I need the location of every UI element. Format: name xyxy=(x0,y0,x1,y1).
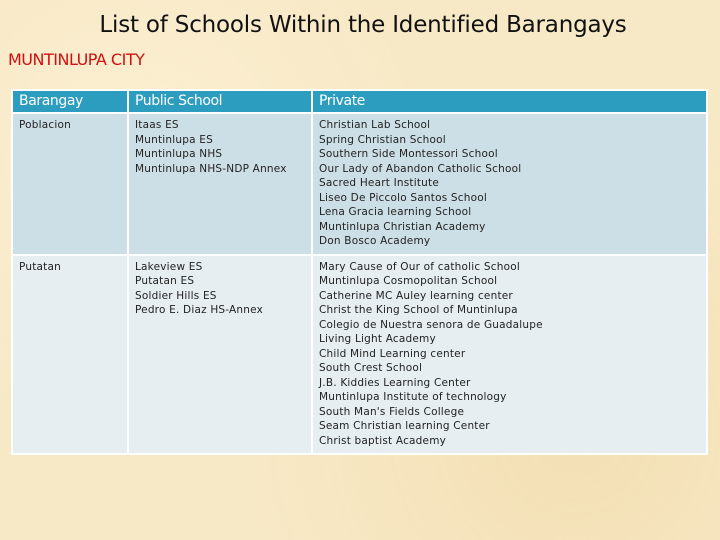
public-school-name: Muntinlupa NHS-NDP Annex xyxy=(135,162,287,175)
private-school-name: Seam Christian learning Center xyxy=(319,420,490,432)
public-schools-cell xyxy=(128,255,312,455)
public-school-name: Muntinlupa NHS xyxy=(135,148,223,160)
private-school-name: Living Light Academy xyxy=(319,333,436,345)
header-public-school: Public School xyxy=(128,90,312,113)
private-school-name: J.B. Kiddies Learning Center xyxy=(319,376,471,389)
private-school-name: Southern Side Montessori School xyxy=(319,148,498,160)
table-header-row xyxy=(12,90,707,113)
private-school-name: Christian Lab School xyxy=(319,119,431,131)
private-schools-cell xyxy=(312,255,707,455)
private-school-name: Christ the King School of Muntinlupa xyxy=(319,304,518,316)
private-school-name: Colegio de Nuestra senora de Guadalupe xyxy=(319,318,543,331)
table-row xyxy=(12,113,707,255)
private-school-name: Catherine MC Auley learning center xyxy=(319,289,513,302)
private-school-name: Mary Cause of Our of catholic School xyxy=(319,260,520,273)
public-schools-cell xyxy=(128,113,312,255)
public-school-name: Itaas ES xyxy=(135,119,179,131)
city-heading: MUNTINLUPA CITY xyxy=(8,50,145,69)
private-school-name: Liseo De Piccolo Santos School xyxy=(319,191,487,204)
public-school-name: Muntinlupa ES xyxy=(135,133,213,146)
private-school-name: South Man's Fields College xyxy=(319,405,465,418)
private-school-name: Don Bosco Academy xyxy=(319,235,431,247)
table-row xyxy=(12,255,707,455)
header-barangay: Barangay xyxy=(12,90,128,113)
private-school-name: Muntinlupa Cosmopolitan School xyxy=(319,275,498,287)
public-school-name: Soldier Hills ES xyxy=(135,289,217,302)
private-school-name: Our Lady of Abandon Catholic School xyxy=(319,162,522,175)
private-school-name: Spring Christian School xyxy=(319,133,446,146)
barangay-name: Putatan xyxy=(19,260,61,273)
private-school-name: South Crest School xyxy=(319,362,423,374)
public-school-name: Putatan ES xyxy=(135,275,195,287)
barangay-name: Poblacion xyxy=(19,119,71,131)
public-school-name: Lakeview ES xyxy=(135,260,203,273)
private-schools-cell xyxy=(312,113,707,255)
private-school-name: Child Mind Learning center xyxy=(319,347,466,360)
barangay-cell xyxy=(12,113,128,255)
private-school-name: Muntinlupa Christian Academy xyxy=(319,220,486,233)
barangay-cell xyxy=(12,255,128,455)
public-school-name: Pedro E. Diaz HS-Annex xyxy=(135,304,264,316)
private-school-name: Sacred Heart Institute xyxy=(319,177,439,189)
schools-table xyxy=(11,89,708,455)
page-title: List of Schools Within the Identified Barangays xyxy=(99,12,627,38)
private-school-name: Muntinlupa Institute of technology xyxy=(319,391,507,403)
private-school-name: Lena Gracia learning School xyxy=(319,206,472,218)
header-private: Private xyxy=(312,90,707,113)
private-school-name: Christ baptist Academy xyxy=(319,434,447,447)
